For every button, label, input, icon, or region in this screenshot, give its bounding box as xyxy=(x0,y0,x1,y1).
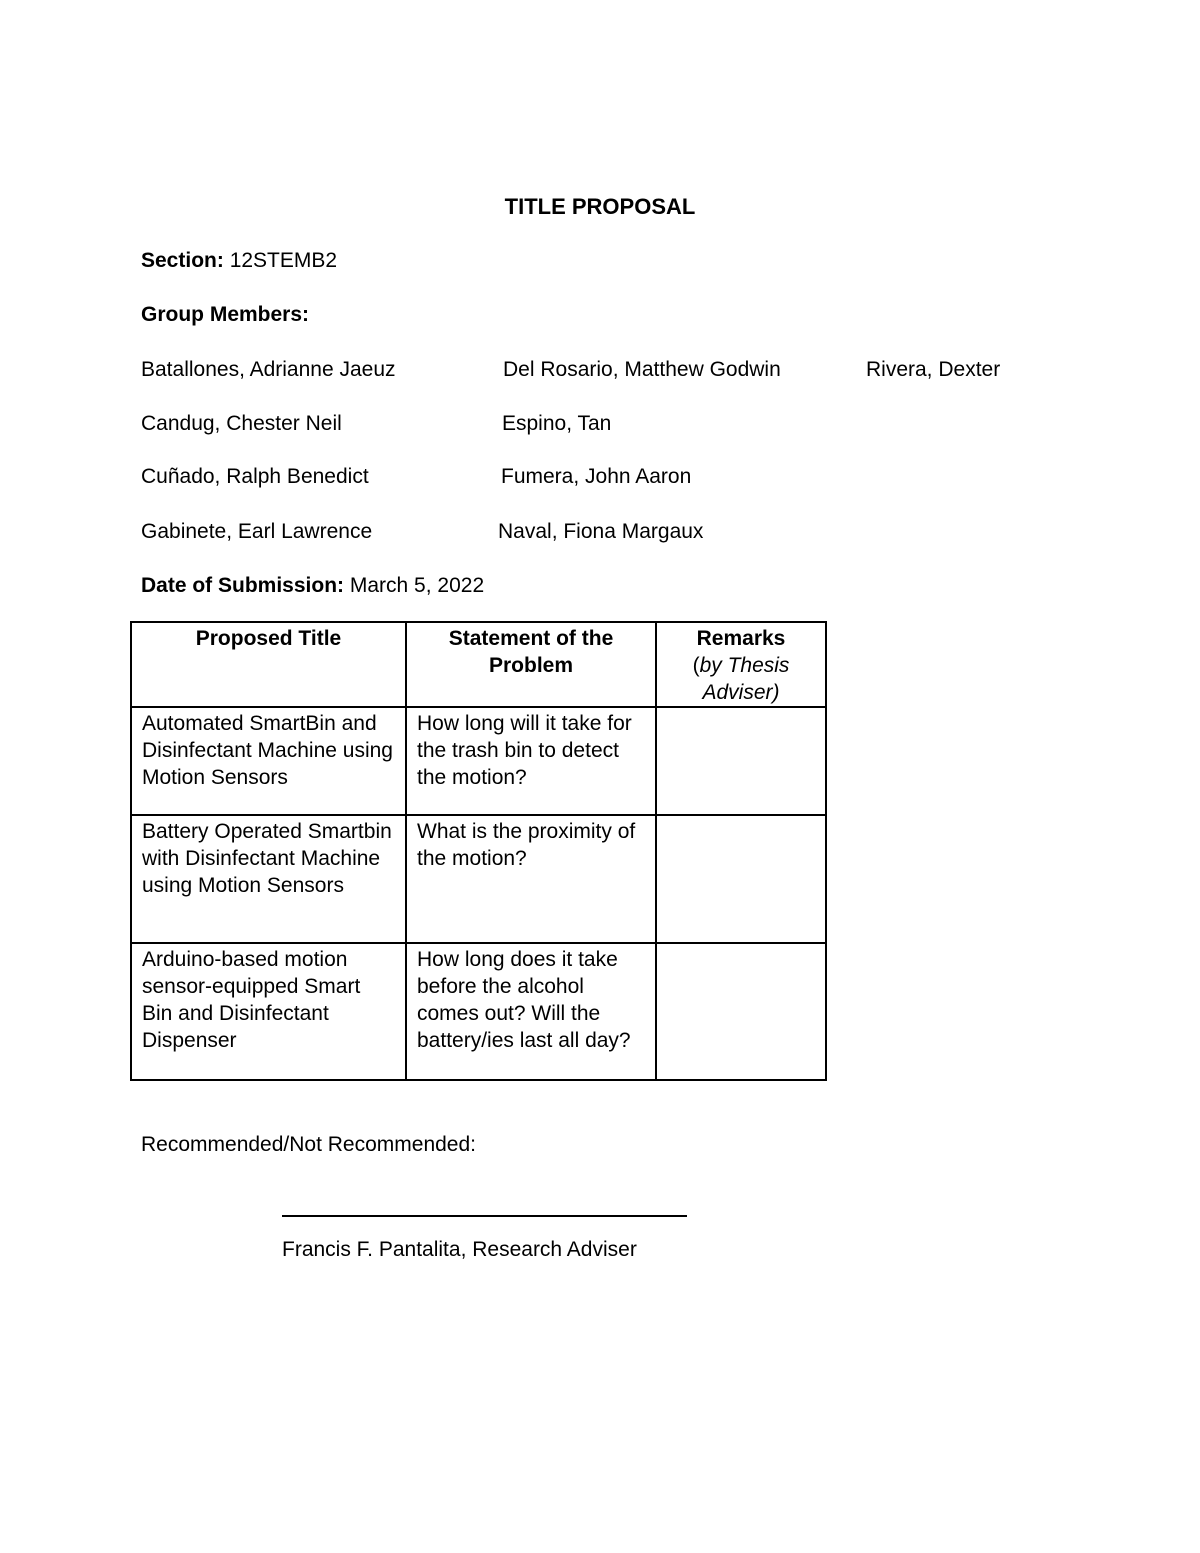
remarks-cell xyxy=(656,943,826,1080)
member-name: Del Rosario, Matthew Godwin xyxy=(503,358,781,381)
proposed-title-cell: Automated SmartBin and Disinfectant Machine using Motion Sensors xyxy=(131,707,406,815)
header-remarks xyxy=(656,622,826,707)
signatory-name: Francis F. Pantalita, Research Adviser xyxy=(282,1238,637,1261)
table-header-row xyxy=(131,622,826,707)
remarks-cell xyxy=(656,707,826,815)
member-name: Candug, Chester Neil xyxy=(141,412,342,435)
member-name: Batallones, Adrianne Jaeuz xyxy=(141,358,396,381)
section-value: 12STEMB2 xyxy=(229,249,338,272)
table-row xyxy=(131,815,826,943)
date-line xyxy=(141,575,484,596)
problem-cell: What is the proximity of the motion? xyxy=(406,815,656,943)
table-row xyxy=(131,707,826,815)
remarks-cell xyxy=(656,815,826,943)
recommendation-label: Recommended/Not Recommended: xyxy=(141,1133,476,1156)
member-name: Naval, Fiona Margaux xyxy=(498,520,704,543)
date-label: Date of Submission: xyxy=(141,574,345,597)
header-proposed-title: Proposed Title xyxy=(131,622,406,707)
proposed-title-cell: Battery Operated Smartbin with Disinfectant Machine using Motion Sensors xyxy=(131,815,406,943)
header-statement-of-problem: Statement of the Problem xyxy=(406,622,656,707)
proposal-table xyxy=(130,621,827,1081)
member-name: Fumera, John Aaron xyxy=(501,465,692,488)
problem-cell: How long does it take before the alcohol comes out? Will the battery/ies last all day? xyxy=(406,943,656,1080)
date-value: March 5, 2022 xyxy=(349,574,485,597)
table-row xyxy=(131,943,826,1080)
section-line xyxy=(141,250,337,271)
member-name: Gabinete, Earl Lawrence xyxy=(141,520,373,543)
proposed-title-cell: Arduino-based motion sensor-equipped Smart Bin and Disinfectant Dispenser xyxy=(131,943,406,1080)
header-remarks-label: Remarks xyxy=(696,627,786,650)
group-members-label: Group Members: xyxy=(141,303,310,326)
header-remarks-note: (by Thesis Adviser) xyxy=(692,654,790,704)
problem-cell: How long will it take for the trash bin to detect the motion? xyxy=(406,707,656,815)
member-name: Cuñado, Ralph Benedict xyxy=(141,465,369,488)
page-title: TITLE PROPOSAL xyxy=(504,194,696,219)
member-name: Rivera, Dexter xyxy=(866,358,1001,381)
signature-line xyxy=(282,1215,687,1217)
member-name: Espino, Tan xyxy=(502,412,612,435)
section-label: Section: xyxy=(141,249,224,272)
